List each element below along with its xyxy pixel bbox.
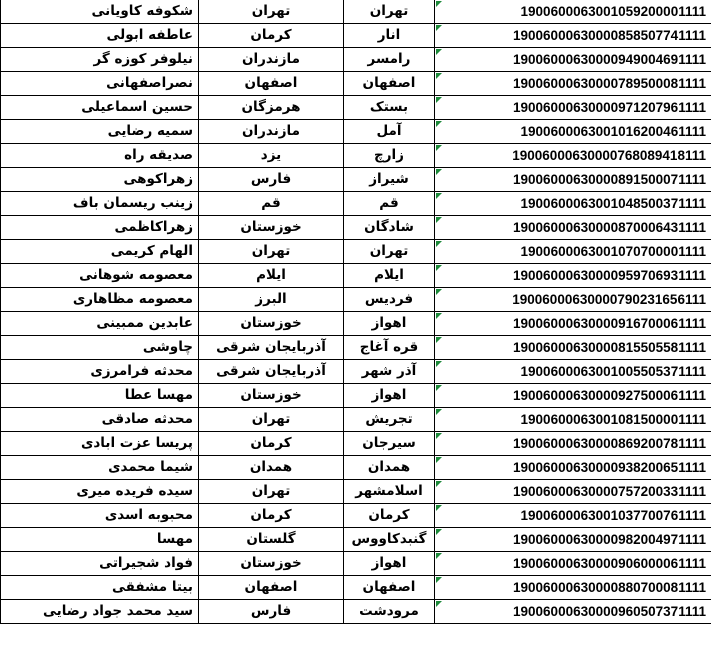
city-text: اهواز [371,315,407,332]
province-text: خوزستان [240,555,302,572]
province-text: خوزستان [240,219,302,236]
name-text: عابدین ممبینی [96,315,193,332]
province-cell[interactable] [199,216,344,240]
city-cell[interactable] [344,48,435,72]
name-text: عاطفه ابولی [106,27,193,44]
province-cell[interactable] [199,264,344,288]
province-cell[interactable] [199,336,344,360]
city-text: اهواز [371,555,407,572]
province-cell[interactable] [199,600,344,624]
code-cell[interactable] [435,216,711,240]
table-row [1,360,711,384]
code-cell[interactable] [435,144,711,168]
name-text: پریسا عزت ابادی [81,435,193,452]
city-text: تهران [369,243,409,260]
name-cell[interactable] [1,408,199,432]
province-cell[interactable] [199,504,344,528]
name-cell[interactable] [1,168,199,192]
city-cell[interactable] [344,528,435,552]
name-cell[interactable] [1,0,199,24]
table-row [1,384,711,408]
province-text: قم [261,195,281,212]
province-text: گلستان [246,531,296,548]
code-cell[interactable] [435,432,711,456]
province-cell[interactable] [199,144,344,168]
name-text: شکوفه کاویانی [91,3,193,20]
code-text: 1900600063001037700761111 [520,508,706,524]
table-row [1,48,711,72]
province-text: تهران [251,3,291,20]
number-stored-as-text-indicator-icon [436,49,442,55]
name-text: سید محمد جواد رضایی [43,603,193,620]
number-stored-as-text-indicator-icon [436,289,442,295]
province-text: تهران [251,483,291,500]
number-stored-as-text-indicator-icon [436,241,442,247]
number-stored-as-text-indicator-icon [436,145,442,151]
number-stored-as-text-indicator-icon [436,1,442,7]
table-row [1,240,711,264]
code-cell[interactable] [435,240,711,264]
province-cell[interactable] [199,0,344,24]
province-text: کرمان [250,435,292,452]
province-text: آذربایجان شرقی [216,363,326,380]
name-text: محدثه فرامرزی [90,363,193,380]
city-text: اهواز [371,387,407,404]
city-cell[interactable] [344,0,435,24]
table-row [1,168,711,192]
name-text: سیده فریده میری [76,483,193,500]
table-row [1,144,711,168]
province-text: آذربایجان شرقی [216,339,326,356]
name-cell[interactable] [1,216,199,240]
province-text: اصفهان [244,579,298,596]
number-stored-as-text-indicator-icon [436,385,442,391]
province-cell[interactable] [199,480,344,504]
province-cell[interactable] [199,432,344,456]
code-text: 19006000630000960507371111 [513,604,706,620]
city-cell[interactable] [344,360,435,384]
province-text: تهران [251,243,291,260]
name-cell[interactable] [1,264,199,288]
code-text: 19006000630000870006431111 [513,220,706,236]
province-cell[interactable] [199,240,344,264]
number-stored-as-text-indicator-icon [436,169,442,175]
city-cell[interactable] [344,456,435,480]
city-cell[interactable] [344,120,435,144]
name-cell[interactable] [1,120,199,144]
city-cell[interactable] [344,240,435,264]
table-row [1,504,711,528]
province-cell[interactable] [199,312,344,336]
province-text: خوزستان [240,315,302,332]
city-cell[interactable] [344,576,435,600]
province-text: اصفهان [244,75,298,92]
province-text: ایلام [256,267,286,284]
city-text: گنبدکاووس [351,531,427,548]
province-text: البرز [255,291,287,308]
code-text: 19006000630000906000061111 [513,556,706,572]
city-text: سیرجان [362,435,416,452]
table-row [1,432,711,456]
code-cell[interactable] [435,576,711,600]
province-cell[interactable] [199,72,344,96]
name-cell[interactable] [1,336,199,360]
city-cell[interactable] [344,192,435,216]
code-cell[interactable] [435,24,711,48]
city-cell[interactable] [344,96,435,120]
code-text: 1900600063001059200001111 [520,4,706,20]
city-text: اصفهان [362,579,416,596]
name-cell[interactable] [1,384,199,408]
table-row [1,264,711,288]
code-cell[interactable] [435,0,711,24]
name-cell[interactable] [1,144,199,168]
code-cell[interactable] [435,552,711,576]
table-row [1,480,711,504]
name-cell[interactable] [1,528,199,552]
province-text: خوزستان [240,387,302,404]
code-cell[interactable] [435,48,711,72]
code-cell[interactable] [435,360,711,384]
code-cell[interactable] [435,528,711,552]
code-cell[interactable] [435,600,711,624]
code-text: 19006000630000971207961111 [513,100,706,116]
city-cell[interactable] [344,288,435,312]
table-row [1,408,711,432]
code-text: 19006000630000869200781111 [513,436,706,452]
name-text: محدثه صادقی [101,411,193,428]
province-cell[interactable] [199,120,344,144]
name-cell[interactable] [1,96,199,120]
province-text: کرمان [250,27,292,44]
name-text: نیلوفر کوزه گر [93,51,193,68]
name-text: چاوشی [142,339,193,356]
number-stored-as-text-indicator-icon [436,601,442,607]
table-body [1,0,711,624]
number-stored-as-text-indicator-icon [436,97,442,103]
city-text: آمل [376,123,402,140]
name-cell[interactable] [1,456,199,480]
province-text: تهران [251,411,291,428]
province-cell[interactable] [199,528,344,552]
name-text: زینب ریسمان باف [72,195,193,212]
number-stored-as-text-indicator-icon [436,265,442,271]
province-text: همدان [249,459,293,476]
code-cell[interactable] [435,288,711,312]
city-text: اصفهان [362,75,416,92]
code-cell[interactable] [435,72,711,96]
name-text: نصراصفهانی [106,75,193,92]
table-row [1,120,711,144]
name-text: صدیقه راه [124,147,193,164]
city-cell[interactable] [344,432,435,456]
province-cell[interactable] [199,48,344,72]
code-text: 1900600063001081500001111 [520,412,706,428]
number-stored-as-text-indicator-icon [436,121,442,127]
code-cell[interactable] [435,96,711,120]
name-cell[interactable] [1,552,199,576]
name-text: معصومه شوهانی [79,267,193,284]
code-text: 19006000630000790231656111 [512,292,706,308]
name-text: زهراکوهی [123,171,193,188]
city-cell[interactable] [344,144,435,168]
city-text: آذر شهر [361,363,417,380]
number-stored-as-text-indicator-icon [436,25,442,31]
province-cell[interactable] [199,384,344,408]
province-text: هرمزگان [241,99,301,116]
code-cell[interactable] [435,456,711,480]
name-cell[interactable] [1,192,199,216]
city-cell[interactable] [344,480,435,504]
name-text: مهسا عطا [124,387,193,404]
number-stored-as-text-indicator-icon [436,577,442,583]
name-text: سمیه رضایی [107,123,193,140]
number-stored-as-text-indicator-icon [436,553,442,559]
code-text: 1900600063001070700001111 [520,244,706,260]
city-text: بستک [369,99,409,116]
table-row [1,24,711,48]
city-cell[interactable] [344,72,435,96]
name-cell[interactable] [1,432,199,456]
city-cell[interactable] [344,216,435,240]
city-text: کرمان [368,507,410,524]
number-stored-as-text-indicator-icon [436,217,442,223]
number-stored-as-text-indicator-icon [436,433,442,439]
code-text: 1900600063001005505371111 [520,364,706,380]
table-row [1,216,711,240]
name-text: زهراکاظمی [114,219,193,236]
table-row [1,192,711,216]
province-text: فارس [250,603,292,620]
city-cell[interactable] [344,600,435,624]
code-text: 19006000630000768089418111 [512,148,706,164]
city-cell[interactable] [344,336,435,360]
code-text: 19006000630000938200651111 [513,460,706,476]
number-stored-as-text-indicator-icon [436,505,442,511]
code-text: 19006000630000757200331111 [513,484,706,500]
province-cell[interactable] [199,360,344,384]
city-text: شیراز [369,171,409,188]
name-text: بیتا مشفقی [111,579,193,596]
number-stored-as-text-indicator-icon [436,457,442,463]
province-text: یزد [260,147,282,164]
province-cell[interactable] [199,192,344,216]
name-text: محبوبه اسدی [104,507,193,524]
number-stored-as-text-indicator-icon [436,193,442,199]
number-stored-as-text-indicator-icon [436,361,442,367]
table-row [1,552,711,576]
code-text: 19006000630000916700061111 [513,316,706,332]
code-cell[interactable] [435,312,711,336]
city-text: همدان [367,459,411,476]
city-text: رامسر [367,51,411,68]
city-text: ایلام [374,267,404,284]
city-text: قره آغاج [359,339,419,356]
name-cell[interactable] [1,72,199,96]
city-cell[interactable] [344,504,435,528]
table-row [1,0,711,24]
city-cell[interactable] [344,408,435,432]
code-text: 19006000630000815505581111 [513,340,706,356]
code-text: 1900600063001016200461111 [520,124,706,140]
table-row [1,600,711,624]
name-cell[interactable] [1,24,199,48]
name-text: شیما محمدی [108,459,193,476]
city-cell[interactable] [344,312,435,336]
name-cell[interactable] [1,480,199,504]
code-cell[interactable] [435,408,711,432]
name-cell[interactable] [1,48,199,72]
province-text: فارس [250,171,292,188]
city-text: زارچ [374,147,404,164]
city-text: قم [379,195,399,212]
table-row [1,96,711,120]
city-text: اسلامشهر [355,483,423,500]
code-cell[interactable] [435,264,711,288]
number-stored-as-text-indicator-icon [436,529,442,535]
name-cell[interactable] [1,288,199,312]
code-text: 19006000630000982004971111 [513,532,706,548]
table-row [1,576,711,600]
city-cell[interactable] [344,384,435,408]
number-stored-as-text-indicator-icon [436,73,442,79]
code-text: 19006000630000789500081111 [513,76,706,92]
code-cell[interactable] [435,120,711,144]
table-row [1,528,711,552]
city-text: شادگان [364,219,414,236]
number-stored-as-text-indicator-icon [436,481,442,487]
name-cell[interactable] [1,576,199,600]
number-stored-as-text-indicator-icon [436,409,442,415]
code-cell[interactable] [435,336,711,360]
table-row [1,288,711,312]
province-cell[interactable] [199,552,344,576]
code-text: 19006000630000949004691111 [513,52,706,68]
city-cell[interactable] [344,264,435,288]
code-text: 19006000630000959706931111 [513,268,706,284]
code-text: 1900600063001048500371111 [520,196,706,212]
table-row [1,312,711,336]
province-cell[interactable] [199,408,344,432]
city-text: تجریش [365,411,413,428]
province-cell[interactable] [199,456,344,480]
city-text: مرودشت [359,603,419,620]
city-text: فردیس [364,291,414,308]
province-text: مازندران [242,51,300,68]
name-text: حسین اسماعیلی [81,99,193,116]
code-cell[interactable] [435,192,711,216]
name-cell[interactable] [1,504,199,528]
code-cell[interactable] [435,384,711,408]
number-stored-as-text-indicator-icon [436,313,442,319]
name-cell[interactable] [1,312,199,336]
name-cell[interactable] [1,600,199,624]
number-stored-as-text-indicator-icon [436,337,442,343]
name-text: فواد شجیراتی [99,555,193,572]
code-cell[interactable] [435,504,711,528]
province-cell[interactable] [199,96,344,120]
table-row [1,336,711,360]
city-text: تهران [369,3,409,20]
table-row [1,72,711,96]
name-text: مهسا [156,531,193,548]
province-cell[interactable] [199,168,344,192]
city-cell[interactable] [344,168,435,192]
city-text: انار [377,27,401,44]
code-text: 19006000630000891500071111 [513,172,706,188]
province-text: مازندران [242,123,300,140]
table-row [1,456,711,480]
city-cell[interactable] [344,552,435,576]
code-text: 19006000630000880700081111 [513,580,706,596]
name-text: الهام کریمی [110,243,193,260]
code-text: 19006000630000927500061111 [513,388,706,404]
province-cell[interactable] [199,576,344,600]
code-cell[interactable] [435,168,711,192]
name-cell[interactable] [1,360,199,384]
province-cell[interactable] [199,24,344,48]
code-text: 19006000630000858507741111 [513,28,706,44]
city-cell[interactable] [344,24,435,48]
code-cell[interactable] [435,480,711,504]
name-text: معصومه مظاهاری [72,291,193,308]
province-text: کرمان [250,507,292,524]
province-cell[interactable] [199,288,344,312]
name-cell[interactable] [1,240,199,264]
